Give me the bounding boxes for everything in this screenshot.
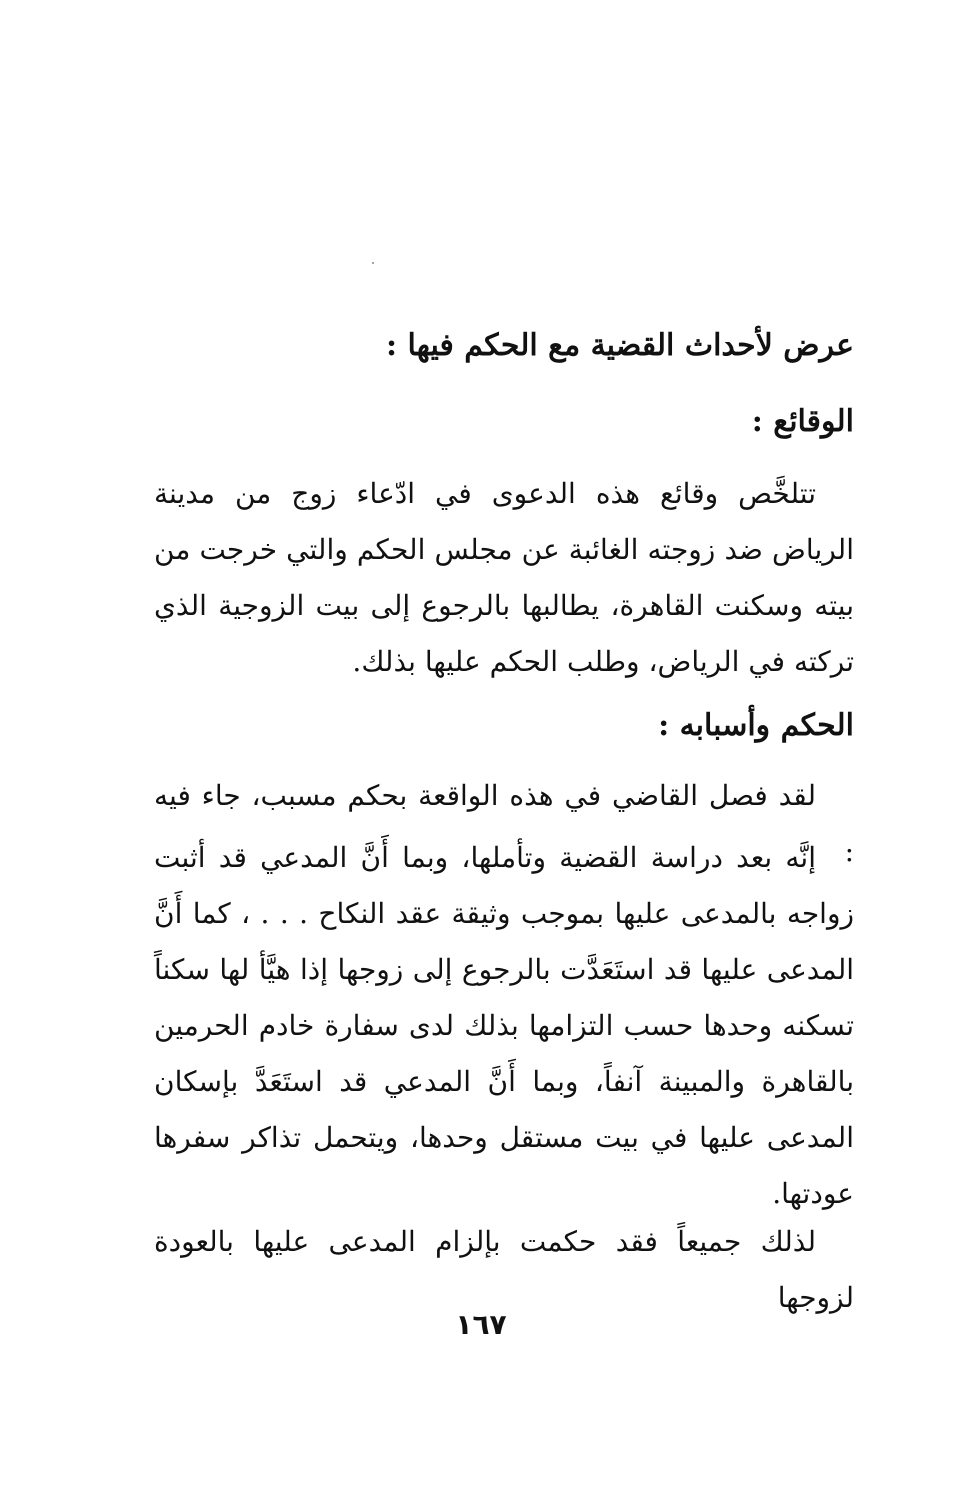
ruling-heading: الحكم وأسبابه : [658, 708, 854, 743]
facts-heading: الوقائع : [751, 404, 854, 439]
page-number: ١٦٧ [455, 1308, 507, 1341]
ruling-intro: لقد فصل القاضي في هذه الواقعة بحكم مسبب، جاء فيه : [154, 779, 854, 868]
ruling-quote: إنَّه بعد دراسة القضية وتأملها، وبما أَنَّ المدعي قد أثبت زواجه بالمدعى عليها بموجب وثيقة عقد النكاح . . . ، كما أَنَّ المدعى عليها قد استَعَدَّت بالرجوع إلى زوجها إذا هيَّأ لها سكناً تسكنه وحدها حسب التزامها بذلك لدى سفارة خادم الحرمين بالقاهرة والمبينة آنفاً، وبما أَنَّ المدعي قد استَعَدَّ بإسكان المدعى عليها في بيت مستقل وحدها، ويتحمل تذاكر سفرها عودتها. [154, 841, 854, 1210]
main-heading: عرض لأحداث القضية مع الحكم فيها : [385, 328, 854, 363]
ruling-conclusion: لذلك جميعاً فقد حكمت بإلزام المدعى عليها بالعودة لزوجها [154, 1225, 854, 1314]
scan-speck [372, 262, 374, 264]
facts-paragraph: تتلخَّص وقائع هذه الدعوى في ادّعاء زوج من مدينة الرياض ضد زوجته الغائبة عن مجلس الحكم والتي خرجت من بيته وسكنت القاهرة، يطالبها بالرجوع إلى بيت الزوجية الذي تركته في الرياض، وطلب الحكم عليها بذلك. [154, 477, 854, 678]
